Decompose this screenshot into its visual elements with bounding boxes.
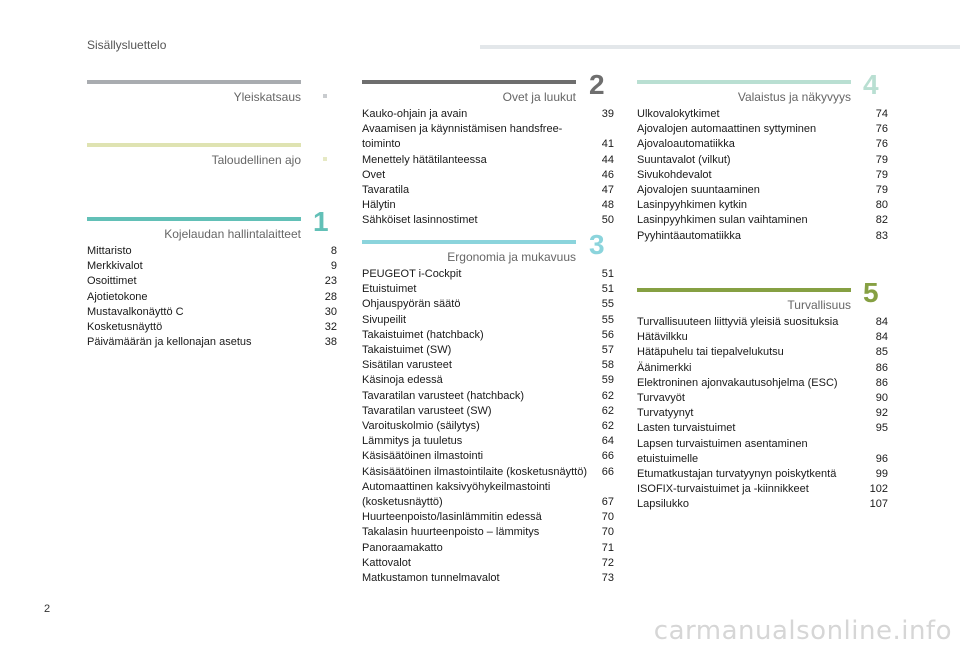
toc-entry[interactable] <box>362 153 614 168</box>
toc-entry-page: 76 <box>875 138 888 151</box>
toc-entry-label: Turvatyynyt <box>637 407 694 420</box>
toc-entry[interactable] <box>637 213 888 228</box>
toc-entry-page: 41 <box>601 138 614 151</box>
section-dot-icon <box>323 94 327 98</box>
section-number: 5 <box>863 277 879 308</box>
toc-entry-label: Ajovalojen suuntaaminen <box>637 184 760 197</box>
toc-entry[interactable] <box>637 467 888 482</box>
toc-entry-page: 55 <box>601 298 614 311</box>
section-kojelaudan-hallintalaitteet <box>87 206 337 350</box>
toc-entry-page: 58 <box>601 359 614 372</box>
toc-entry-page: 50 <box>601 214 614 227</box>
toc-entry-label: Lasinpyyhkimen sulan vaihtaminen <box>637 214 808 227</box>
toc-entry-page: 23 <box>324 275 337 288</box>
toc-entry-label: Pyyhintäautomatiikka <box>637 229 741 242</box>
toc-entry-label: Ajovaloautomatiikka <box>637 138 735 151</box>
toc-entry[interactable] <box>637 315 888 330</box>
toc-entry-label: Ovet <box>362 168 386 181</box>
toc-entry[interactable] <box>87 290 337 305</box>
toc-entry-page: 32 <box>324 321 337 334</box>
toc-entry-label: PEUGEOT i-Cockpit <box>362 268 462 280</box>
toc-entry-page: 28 <box>324 290 337 303</box>
toc-entry[interactable] <box>87 244 337 259</box>
toc-entry-label: Hälytin <box>362 199 396 212</box>
toc-entry[interactable] <box>362 404 614 419</box>
toc-entry-label: Äänimerkki <box>637 361 692 374</box>
toc-entry-page: 57 <box>601 344 614 357</box>
toc-list <box>362 107 614 229</box>
toc-entry-label: Kattovalot <box>362 556 411 569</box>
section-number: 3 <box>589 229 605 260</box>
toc-entry-page: 62 <box>601 389 614 402</box>
toc-entry[interactable] <box>362 343 614 358</box>
toc-entry-page: 62 <box>601 404 614 417</box>
toc-entry-page: 79 <box>875 153 888 166</box>
toc-entry-label: Lasten turvaistuimet <box>637 422 736 435</box>
toc-entry[interactable] <box>637 361 888 376</box>
toc-entry[interactable] <box>362 389 614 404</box>
toc-entry[interactable] <box>637 168 888 183</box>
toc-entry-page: 56 <box>601 328 614 341</box>
toc-entry-label: Ajovalojen automaattinen syttyminen <box>637 123 817 136</box>
toc-entry-page: 79 <box>875 168 888 181</box>
toc-entry-page: 80 <box>875 199 888 212</box>
section-title[interactable]: Ergonomia ja mukavuus <box>447 250 576 264</box>
toc-list <box>637 315 888 513</box>
page-number: 2 <box>44 603 51 615</box>
toc-entry-page: 70 <box>601 526 614 539</box>
toc-entry-label: Sähköiset lasinnostimet <box>362 214 478 227</box>
toc-entry-label: Suuntavalot (vilkut) <box>637 153 731 166</box>
toc-entry-page: 47 <box>601 184 614 197</box>
toc-entry-label: Ohjauspyörän säätö <box>362 298 461 311</box>
toc-entry[interactable] <box>87 259 337 274</box>
toc-entry-page: 67 <box>601 496 614 509</box>
toc-entry[interactable] <box>362 183 614 198</box>
toc-entry-label: Lämmitys ja tuuletus <box>362 435 463 448</box>
toc-entry-label: Etuistuimet <box>362 283 417 296</box>
toc-entry-label: ISOFIX-turvaistuimet ja -kiinnikkeet <box>637 483 809 496</box>
toc-entry-label: Huurteenpoisto/lasinlämmitin edessä <box>362 511 542 524</box>
toc-entry[interactable] <box>637 107 888 122</box>
toc-entry-page: 107 <box>869 498 888 511</box>
toc-entry[interactable] <box>362 541 614 556</box>
toc-entry-label: Kosketusnäyttö <box>87 321 163 334</box>
toc-entry[interactable] <box>87 335 337 350</box>
toc-entry[interactable] <box>87 274 337 289</box>
toc-entry[interactable] <box>637 183 888 198</box>
toc-entry[interactable] <box>362 465 614 480</box>
toc-entry-page: 51 <box>601 268 614 280</box>
toc-entry-label: Ulkovalokytkimet <box>637 108 720 120</box>
toc-entry-page: 76 <box>875 123 888 136</box>
toc-entry-label: Käsinoja edessä <box>362 374 443 387</box>
toc-entry-label: Sisätilan varusteet <box>362 359 452 372</box>
section-title[interactable]: Ovet ja luukut <box>502 90 576 104</box>
toc-list <box>87 244 337 350</box>
toc-entry[interactable] <box>637 391 888 406</box>
toc-entry-label: Takaistuimet (SW) <box>362 344 452 357</box>
toc-entry-page: 92 <box>875 407 888 420</box>
toc-entry-label: Tavaratilan varusteet (hatchback) <box>362 389 525 402</box>
toc-entry-label: Panoraamakatto <box>362 541 443 554</box>
toc-entry-page: 39 <box>601 108 614 120</box>
section-taloudellinen-ajo <box>87 143 301 167</box>
toc-entry[interactable] <box>637 198 888 213</box>
toc-entry[interactable] <box>87 320 337 335</box>
toc-entry[interactable] <box>362 510 614 525</box>
toc-entry-label: Avaamisen ja käynnistämisen handsfree-toiminto <box>362 123 563 151</box>
toc-entry[interactable] <box>362 525 614 540</box>
page-header-title: Sisällysluettelo <box>87 38 167 52</box>
section-bar <box>87 217 301 221</box>
toc-entry[interactable] <box>362 282 614 297</box>
watermark: carmanualsonline.info <box>653 616 952 646</box>
toc-entry[interactable] <box>637 345 888 360</box>
toc-entry-label: Matkustamon tunnelmavalot <box>362 572 500 585</box>
toc-entry-page: 8 <box>330 245 337 257</box>
section-number: 2 <box>589 69 605 100</box>
section-turvallisuus <box>637 277 888 513</box>
header-bar <box>480 45 960 49</box>
toc-entry-label: Etumatkustajan turvatyynyn poiskytkentä <box>637 468 837 481</box>
toc-entry-page: 70 <box>601 511 614 524</box>
toc-entry-label: Sivukohdevalot <box>637 168 712 181</box>
section-bar <box>362 80 576 84</box>
toc-entry-label: Merkkivalot <box>87 260 143 273</box>
toc-entry-label: Varoituskolmio (säilytys) <box>362 420 480 433</box>
toc-entry-label: Hätäpuhelu tai tiepalvelukutsu <box>637 346 784 359</box>
toc-entry-page: 66 <box>601 450 614 463</box>
toc-entry-label: Käsisäätöinen ilmastointi <box>362 450 484 463</box>
toc-entry-label: Mittaristo <box>87 245 132 257</box>
toc-entry-page: 44 <box>601 153 614 166</box>
toc-entry-page: 86 <box>875 376 888 389</box>
toc-entry-page: 102 <box>869 483 888 496</box>
toc-entry-label: Lapsen turvaistuimen asentaminen etuistuimelle <box>637 437 808 465</box>
section-bar <box>87 80 301 84</box>
toc-entry-label: Elektroninen ajonvakautusohjelma (ESC) <box>637 376 838 389</box>
toc-entry-label: Menettely hätätilanteessa <box>362 153 487 166</box>
toc-entry[interactable] <box>362 267 614 282</box>
toc-entry[interactable] <box>637 229 888 244</box>
toc-entry-page: 84 <box>875 316 888 328</box>
section-dot-icon <box>323 157 327 161</box>
toc-entry-label: Kauko-ohjain ja avain <box>362 108 468 120</box>
toc-entry[interactable] <box>637 482 888 497</box>
toc-entry[interactable] <box>362 571 614 586</box>
toc-entry-label: Ajotietokone <box>87 290 148 303</box>
toc-entry-page: 83 <box>875 229 888 242</box>
toc-list <box>637 107 888 244</box>
section-title[interactable]: Turvallisuus <box>787 298 851 312</box>
toc-entry-label: Päivämäärän ja kellonajan asetus <box>87 336 252 349</box>
toc-entry-page: 66 <box>601 465 614 478</box>
toc-entry-page: 72 <box>601 556 614 569</box>
toc-entry[interactable] <box>637 437 888 467</box>
section-title[interactable]: Yleiskatsaus <box>233 90 301 104</box>
toc-entry-page: 82 <box>875 214 888 227</box>
toc-entry-page: 64 <box>601 435 614 448</box>
toc-entry-label: Tavaratilan varusteet (SW) <box>362 404 492 417</box>
toc-entry[interactable] <box>362 313 614 328</box>
toc-entry-page: 74 <box>875 108 888 120</box>
toc-entry-page: 96 <box>875 452 888 465</box>
toc-entry[interactable] <box>362 480 614 510</box>
toc-entry-page: 84 <box>875 331 888 344</box>
toc-entry[interactable] <box>637 137 888 152</box>
toc-entry-label: Sivupeilit <box>362 313 407 326</box>
toc-entry-label: Takalasin huurteenpoisto – lämmitys <box>362 526 540 539</box>
toc-entry[interactable] <box>362 373 614 388</box>
section-yleiskatsaus <box>87 80 301 104</box>
toc-entry[interactable] <box>362 419 614 434</box>
toc-entry[interactable] <box>637 406 888 421</box>
section-ergonomia-ja-mukavuus <box>362 229 614 586</box>
toc-entry-page: 90 <box>875 392 888 405</box>
toc-entry[interactable] <box>362 449 614 464</box>
toc-entry-page: 73 <box>601 572 614 585</box>
toc-entry-label: Takaistuimet (hatchback) <box>362 328 484 341</box>
toc-entry-page: 38 <box>324 336 337 349</box>
section-title[interactable]: Kojelaudan hallintalaitteet <box>164 227 301 241</box>
toc-entry[interactable] <box>362 556 614 571</box>
section-bar <box>637 288 851 292</box>
toc-entry[interactable] <box>362 213 614 228</box>
section-bar <box>637 80 851 84</box>
toc-entry-label: Tavaratila <box>362 184 410 197</box>
toc-entry-page: 55 <box>601 313 614 326</box>
toc-entry-page: 51 <box>601 283 614 296</box>
toc-entry[interactable] <box>637 153 888 168</box>
toc-entry[interactable] <box>87 305 337 320</box>
section-bar <box>362 240 576 244</box>
toc-entry[interactable] <box>362 358 614 373</box>
toc-entry[interactable] <box>362 328 614 343</box>
toc-entry[interactable] <box>362 122 614 152</box>
toc-entry[interactable] <box>637 421 888 436</box>
toc-entry-page: 30 <box>324 305 337 318</box>
toc-entry-label: Lasinpyyhkimen kytkin <box>637 199 748 212</box>
toc-entry-page: 99 <box>875 468 888 481</box>
section-title[interactable]: Valaistus ja näkyvyys <box>737 90 851 104</box>
toc-entry-page: 62 <box>601 420 614 433</box>
toc-entry-page: 59 <box>601 374 614 387</box>
toc-entry[interactable] <box>637 376 888 391</box>
toc-entry-label: Turvavyöt <box>637 392 685 405</box>
toc-entry-label: Mustavalkonäyttö C <box>87 305 184 318</box>
toc-entry-page: 9 <box>330 260 337 273</box>
toc-entry-page: 71 <box>601 541 614 554</box>
toc-entry[interactable] <box>362 107 614 122</box>
section-ovet-ja-luukut <box>362 69 614 229</box>
toc-entry-page: 95 <box>875 422 888 435</box>
toc-entry-label: Turvallisuuteen liittyviä yleisiä suosituksia <box>637 316 839 328</box>
section-title[interactable]: Taloudellinen ajo <box>211 153 301 167</box>
toc-entry[interactable] <box>362 297 614 312</box>
toc-list <box>362 267 614 586</box>
toc-entry-page: 86 <box>875 361 888 374</box>
section-number: 4 <box>863 69 879 100</box>
toc-entry[interactable] <box>362 198 614 213</box>
section-bar <box>87 143 301 147</box>
toc-entry-label: Hätävilkku <box>637 331 688 344</box>
toc-entry-label: Käsisäätöinen ilmastointilaite (kosketusnäyttö) <box>362 465 588 478</box>
toc-entry-label: Automaattinen kaksivyöhykeilmastointi (kosketusnäyttö) <box>362 480 551 509</box>
toc-entry-page: 79 <box>875 184 888 197</box>
toc-entry-label: Osoittimet <box>87 275 137 288</box>
toc-entry-page: 48 <box>601 199 614 212</box>
toc-entry[interactable] <box>362 434 614 449</box>
toc-entry-page: 46 <box>601 168 614 181</box>
toc-entry[interactable] <box>362 168 614 183</box>
toc-entry[interactable] <box>637 497 888 512</box>
toc-entry[interactable] <box>637 330 888 345</box>
toc-entry-label: Lapsilukko <box>637 498 689 511</box>
toc-entry-page: 85 <box>875 346 888 359</box>
toc-entry[interactable] <box>637 122 888 137</box>
section-valaistus-ja-nakyvyys <box>637 69 888 244</box>
section-number: 1 <box>313 206 329 237</box>
